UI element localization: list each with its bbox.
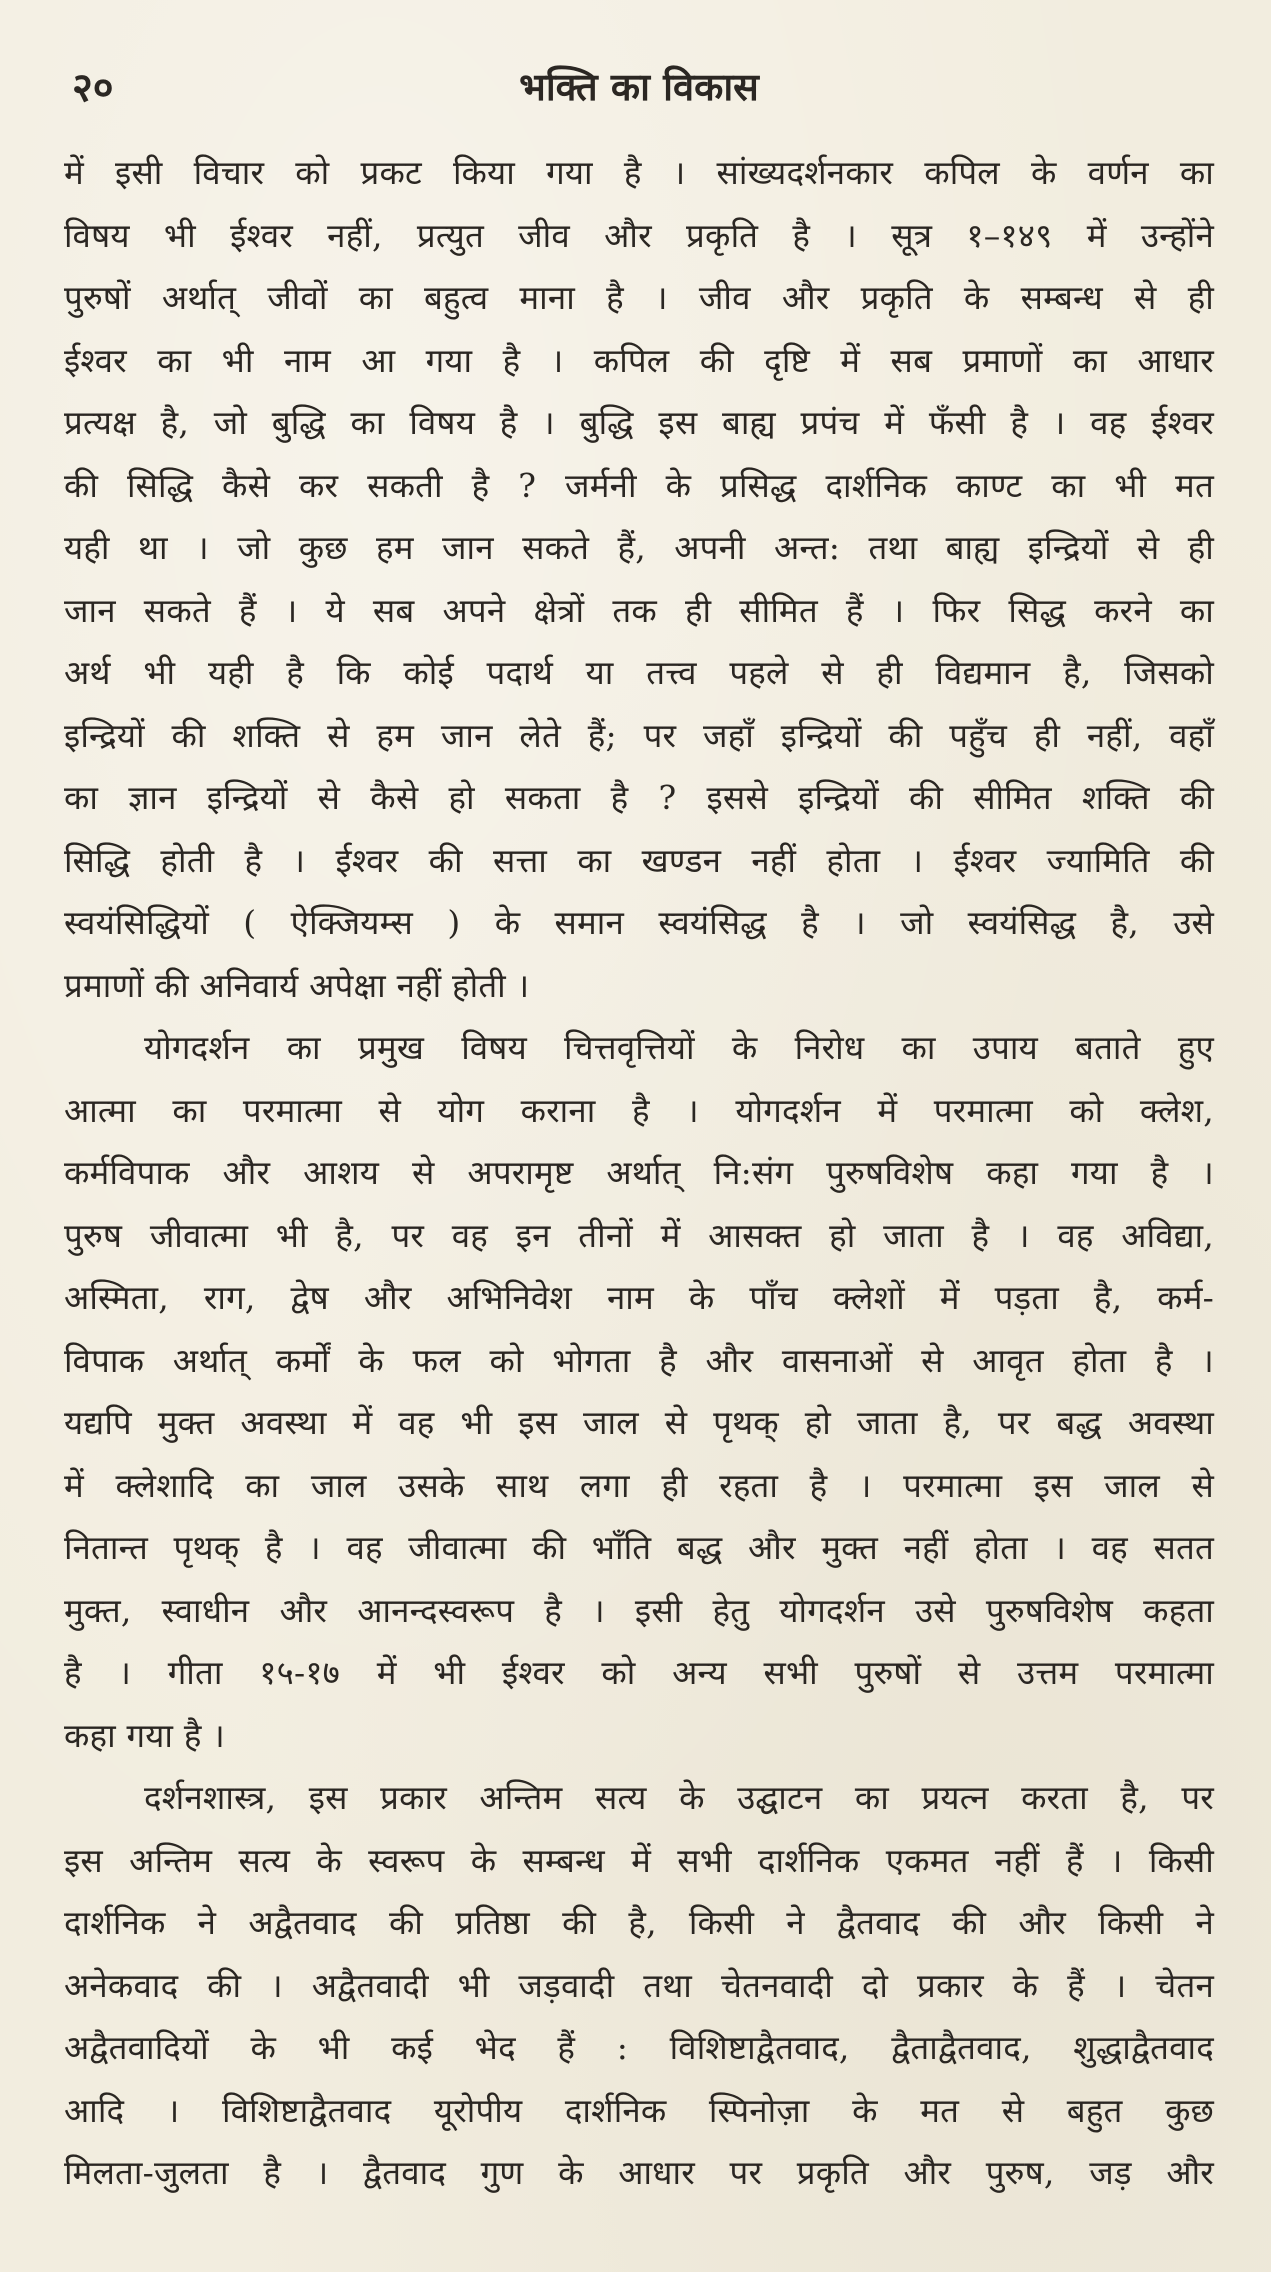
- text-line: अनेकवाद की । अद्वैतवादी भी जड़वादी तथा चेतनवादी दो प्रकार के हैं । चेतन: [64, 1965, 1214, 2005]
- page-header: [64, 52, 1214, 122]
- text-line: विषय भी ईश्वर नहीं, प्रत्युत जीव और प्रकृति है । सूत्र १–१४९ में उन्होंने: [64, 215, 1214, 255]
- page-number: २०: [72, 64, 114, 111]
- text-line: मुक्त, स्वाधीन और आनन्दस्वरूप है । इसी हेतु योगदर्शन उसे पुरुषविशेष कहता: [64, 1590, 1214, 1630]
- text-line: अद्वैतवादियों के भी कई भेद हैं : विशिष्टाद्वैतवाद, द्वैताद्वैतवाद, शुद्धाद्वैतवाद: [64, 2028, 1214, 2067]
- text-line: कहा गया है ।: [64, 1715, 225, 1755]
- text-line: पुरुषों अर्थात् जीवों का बहुत्व माना है । जीव और प्रकृति के सम्बन्ध से ही: [64, 278, 1214, 317]
- text-line: में इसी विचार को प्रकट किया गया है । सांख्यदर्शनकार कपिल के वर्णन का: [64, 153, 1214, 192]
- text-line: योगदर्शन का प्रमुख विषय चित्तवृत्तियों के निरोध का उपाय बताते हुए: [144, 1028, 1214, 1067]
- text-line: आदि । विशिष्टाद्वैतवाद यूरोपीय दार्शनिक स्पिनोज़ा के मत से बहुत कुछ: [64, 2090, 1214, 2130]
- text-line: दार्शनिक ने अद्वैतवाद की प्रतिष्ठा की है, किसी ने द्वैतवाद की और किसी ने: [64, 1903, 1214, 1942]
- text-line: इन्द्रियों की शक्ति से हम जान लेते हैं; पर जहाँ इन्द्रियों की पहुँच ही नहीं, वहाँ: [64, 715, 1214, 755]
- text-line: की सिद्धि कैसे कर सकती है ? जर्मनी के प्रसिद्ध दार्शनिक काण्ट का भी मत: [64, 465, 1214, 505]
- text-line: कर्मविपाक और आशय से अपरामृष्ट अर्थात् नि:संग पुरुषविशेष कहा गया है ।: [64, 1153, 1214, 1192]
- paragraph: [64, 1017, 1214, 1767]
- text-line: स्वयंसिद्धियों ( ऐक्जियम्स ) के समान स्वयंसिद्ध है । जो स्वयंसिद्ध है, उसे: [64, 903, 1214, 942]
- text-line: यही था । जो कुछ हम जान सकते हैं, अपनी अन्त: तथा बाह्य इन्द्रियों से ही: [64, 528, 1214, 567]
- text-line: है । गीता १५-१७ में भी ईश्वर को अन्य सभी पुरुषों से उत्तम परमात्मा: [64, 1653, 1214, 1692]
- text-line: ईश्वर का भी नाम आ गया है । कपिल की दृष्टि में सब प्रमाणों का आधार: [64, 340, 1214, 380]
- text-line: नितान्त पृथक् है । वह जीवात्मा की भाँति बद्ध और मुक्त नहीं होता । वह सतत: [64, 1528, 1214, 1567]
- text-line: जान सकते हैं । ये सब अपने क्षेत्रों तक ही सीमित हैं । फिर सिद्ध करने का: [64, 590, 1214, 630]
- text-line: अस्मिता, राग, द्वेष और अभिनिवेश नाम के पाँच क्लेशों में पड़ता है, कर्म-: [64, 1278, 1214, 1317]
- text-line: दर्शनशास्त्र, इस प्रकार अन्तिम सत्य के उद्घाटन का प्रयत्न करता है, पर: [144, 1778, 1214, 1817]
- paragraph: [64, 142, 1214, 1017]
- text-line: विपाक अर्थात् कर्मों के फल को भोगता है और वासनाओं से आवृत होता है ।: [64, 1340, 1214, 1380]
- text-line: यद्यपि मुक्त अवस्था में वह भी इस जाल से पृथक् हो जाता है, पर बद्ध अवस्था: [64, 1403, 1214, 1442]
- text-line: इस अन्तिम सत्य के स्वरूप के सम्बन्ध में सभी दार्शनिक एकमत नहीं हैं । किसी: [64, 1840, 1214, 1880]
- text-line: आत्मा का परमात्मा से योग कराना है । योगदर्शन में परमात्मा को क्लेश,: [64, 1090, 1214, 1130]
- text-line: पुरुष जीवात्मा भी है, पर वह इन तीनों में आसक्त हो जाता है । वह अविद्या,: [64, 1215, 1214, 1255]
- text-line: सिद्धि होती है । ईश्वर की सत्ता का खण्डन नहीं होता । ईश्वर ज्यामिति की: [64, 840, 1214, 880]
- text-line: का ज्ञान इन्द्रियों से कैसे हो सकता है ? इससे इन्द्रियों की सीमित शक्ति की: [64, 778, 1214, 817]
- text-line: प्रमाणों की अनिवार्य अपेक्षा नहीं होती ।: [64, 965, 530, 1005]
- running-title: भक्ति का विकास: [519, 64, 759, 109]
- text-line: मिलता-जुलता है । द्वैतवाद गुण के आधार पर प्रकृति और पुरुष, जड़ और: [64, 2153, 1214, 2192]
- text-line: प्रत्यक्ष है, जो बुद्धि का विषय है । बुद्धि इस बाह्य प्रपंच में फँसी है । वह ईश्वर: [64, 403, 1214, 442]
- text-line: में क्लेशादि का जाल उसके साथ लगा ही रहता है । परमात्मा इस जाल से: [64, 1465, 1214, 1505]
- body-text: [64, 142, 1214, 2205]
- text-line: अर्थ भी यही है कि कोई पदार्थ या तत्त्व पहले से ही विद्यमान है, जिसको: [64, 653, 1214, 692]
- paragraph: [64, 1767, 1214, 2205]
